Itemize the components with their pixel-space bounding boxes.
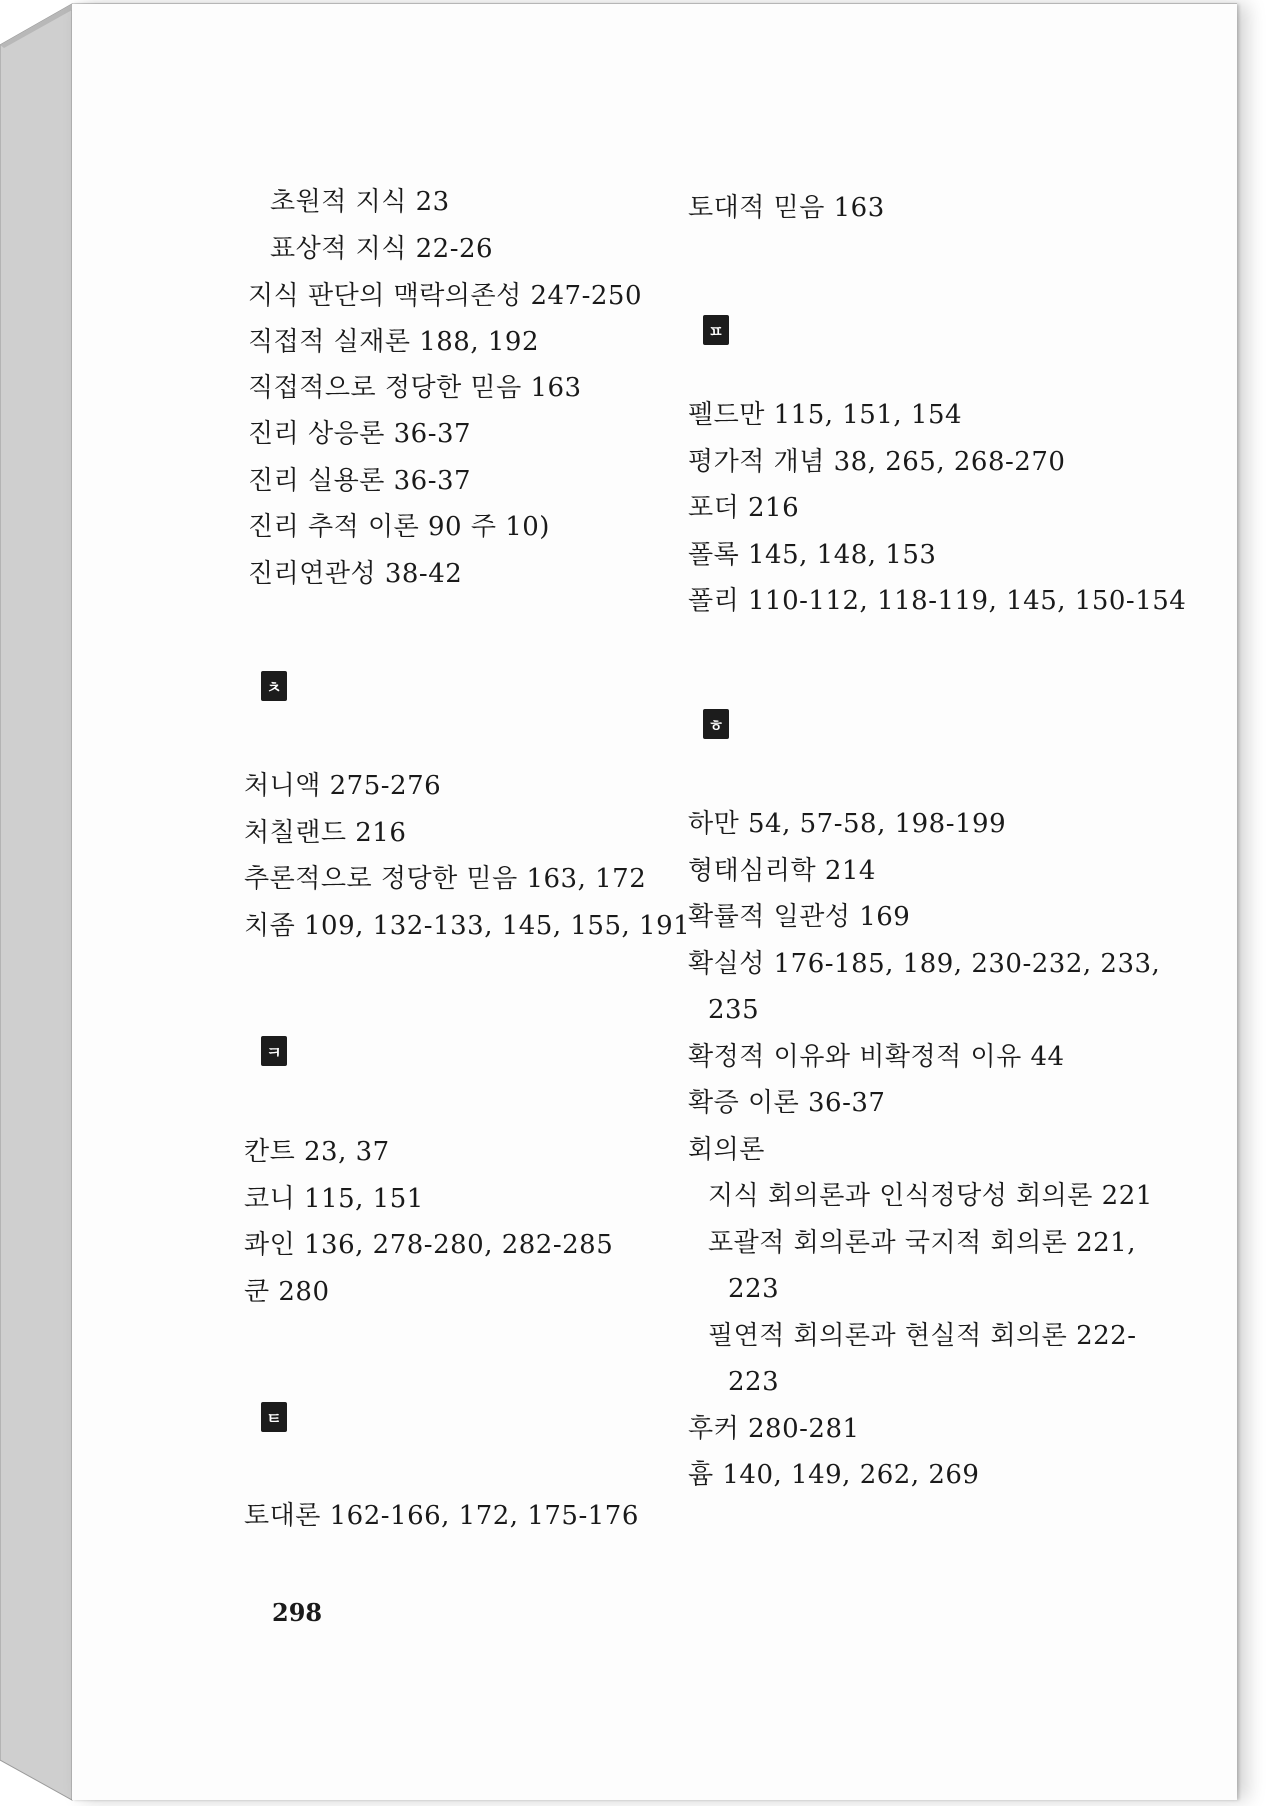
index-entry: 확실성 176-185, 189, 230-232, 233, <box>688 949 1161 979</box>
index-entry: 펠드만 115, 151, 154 <box>688 400 963 430</box>
index-entry-continuation: 235 <box>708 995 760 1025</box>
index-entry: 콰인 136, 278-280, 282-285 <box>244 1230 614 1260</box>
index-entry: 포더 216 <box>688 493 800 523</box>
index-entry: 폴리 110-112, 118-119, 145, 150-154 <box>688 586 1187 616</box>
index-entry: 평가적 개념 38, 265, 268-270 <box>688 447 1066 477</box>
index-subentry: 포괄적 회의론과 국지적 회의론 221, <box>708 1228 1136 1258</box>
index-entry: 진리 실용론 36-37 <box>248 466 472 496</box>
index-entry: 지식 판단의 맥락의존성 247-250 <box>248 281 642 311</box>
index-entry-continuation: 223 <box>728 1367 780 1397</box>
index-entry: 초원적 지식 23 <box>270 187 450 217</box>
index-entry: 코니 115, 151 <box>244 1184 424 1214</box>
index-entry: 칸트 23, 37 <box>244 1137 390 1167</box>
index-entry: 회의론 <box>688 1135 765 1165</box>
index-entry-continuation: 223 <box>728 1274 780 1304</box>
index-page <box>72 4 1237 1800</box>
index-entry: 토대적 믿음 163 <box>688 193 885 223</box>
page-number: 298 <box>272 1598 323 1627</box>
index-entry: 처칠랜드 216 <box>244 818 407 848</box>
index-entry: 쿤 280 <box>244 1277 330 1307</box>
section-letter-badge: ㅎ <box>703 709 729 739</box>
index-entry: 확정적 이유와 비확정적 이유 44 <box>688 1042 1065 1072</box>
index-entry: 하만 54, 57-58, 198-199 <box>688 809 1007 839</box>
index-entry: 직접적 실재론 188, 192 <box>248 327 540 357</box>
section-letter-badge: ㅍ <box>703 315 729 345</box>
index-entry: 흄 140, 149, 262, 269 <box>688 1460 980 1490</box>
section-letter-badge: ㅋ <box>261 1036 287 1066</box>
index-entry: 폴록 145, 148, 153 <box>688 540 937 570</box>
index-entry: 확률적 일관성 169 <box>688 902 911 932</box>
index-entry: 표상적 지식 22-26 <box>270 234 494 264</box>
index-entry: 진리 상응론 36-37 <box>248 419 472 449</box>
section-letter-badge: ㅊ <box>261 671 287 701</box>
index-subentry: 지식 회의론과 인식정당성 회의론 221 <box>708 1181 1153 1211</box>
index-entry: 추론적으로 정당한 믿음 163, 172 <box>244 864 647 894</box>
index-entry: 처니액 275-276 <box>244 771 442 801</box>
index-subentry: 필연적 회의론과 현실적 회의론 222- <box>708 1321 1137 1351</box>
index-entry: 진리연관성 38-42 <box>248 559 463 589</box>
index-entry: 치좀 109, 132-133, 145, 155, 191 <box>244 911 691 941</box>
index-entry: 직접적으로 정당한 믿음 163 <box>248 373 582 403</box>
index-entry: 확증 이론 36-37 <box>688 1088 886 1118</box>
section-letter-badge: ㅌ <box>261 1402 287 1432</box>
index-entry: 후커 280-281 <box>688 1414 860 1444</box>
index-entry: 형태심리학 214 <box>688 856 876 886</box>
index-entry: 진리 추적 이론 90 주 10) <box>248 512 550 542</box>
index-entry: 토대론 162-166, 172, 175-176 <box>244 1501 639 1531</box>
